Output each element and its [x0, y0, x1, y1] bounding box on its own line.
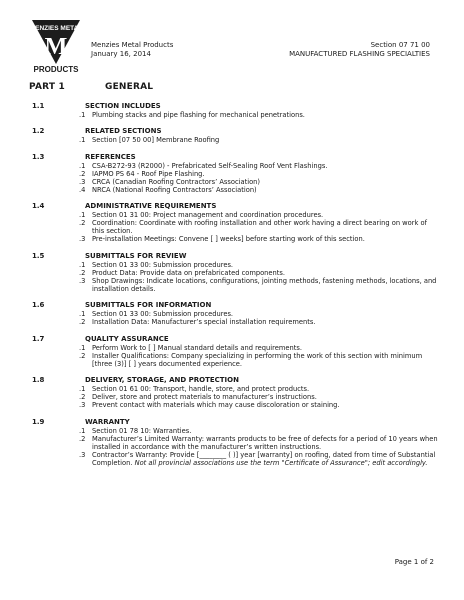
- logo-text-bottom: PRODUCTS: [33, 65, 79, 74]
- list-item: [29, 451, 439, 467]
- item-number: .1: [79, 310, 86, 319]
- section-title: DELIVERY, STORAGE, AND PROTECTION: [85, 376, 239, 385]
- item-text: Prevent contact with materials which may cause discoloration or staining.: [92, 401, 340, 410]
- item-text: Section 01 33 00: Submission procedures.: [92, 260, 234, 269]
- section-block: [29, 202, 439, 243]
- item-text: Section [07 50 00] Membrane Roofing: [92, 136, 220, 145]
- section-number: 1.6: [32, 301, 45, 310]
- section-block: [29, 127, 439, 144]
- section-title: QUALITY ASSURANCE: [85, 334, 169, 343]
- section-heading: [29, 418, 439, 427]
- list-item: [29, 393, 439, 401]
- section-block: [29, 102, 439, 119]
- section-number: 1.5: [32, 251, 45, 260]
- item-number: .2: [79, 393, 86, 402]
- section-number: 1.8: [32, 376, 45, 385]
- section-number: 1.2: [32, 127, 45, 136]
- list-item: [29, 318, 439, 326]
- list-item: [29, 170, 439, 178]
- item-number: .2: [79, 351, 86, 360]
- list-item: [29, 178, 439, 186]
- item-number: .1: [79, 426, 86, 435]
- section-number: 1.4: [32, 202, 45, 211]
- section-title: SUBMITTALS FOR REVIEW: [85, 251, 187, 260]
- section-heading: [29, 301, 439, 310]
- list-item: [29, 186, 439, 194]
- item-text: Section 01 61 00: Transport, handle, store, and protect products.: [92, 385, 310, 394]
- item-number: .3: [79, 401, 86, 410]
- list-item: [29, 310, 439, 318]
- part-number: PART 1: [29, 82, 65, 92]
- section-title: WARRANTY: [85, 417, 130, 426]
- item-text: Perform Work to [ ] Manual standard details and requirements.: [92, 343, 302, 352]
- header-right: [289, 41, 430, 58]
- section-title: ADMINISTRATIVE REQUIREMENTS: [85, 202, 217, 211]
- section-number: 1.1: [32, 102, 45, 110]
- list-item: [29, 211, 439, 219]
- list-item: [29, 344, 439, 352]
- item-number: .4: [79, 185, 86, 194]
- section-heading: [29, 127, 439, 136]
- item-text: Contractor’s Warranty: Provide [________ ( )] year [warranty] on roofing, dated from time of Substantial Completion.: [92, 450, 436, 467]
- section-number: 1.3: [32, 152, 45, 161]
- list-item: [29, 136, 439, 144]
- section-block: [29, 301, 439, 326]
- section-heading: [29, 376, 439, 385]
- item-text: Shop Drawings: Indicate locations, configurations, jointing methods, fastening methods, locations, and installation details.: [92, 276, 437, 293]
- item-number: .3: [79, 276, 86, 285]
- item-note: Not all provincial associations use the term "Certificate of Assurance"; edit accordingly.: [134, 458, 428, 467]
- section-heading: [29, 153, 439, 162]
- section-title: RELATED SECTIONS: [85, 127, 162, 136]
- part-title: GENERAL: [105, 82, 154, 92]
- item-number: .1: [79, 161, 86, 170]
- section-heading: [29, 335, 439, 344]
- header-left: [91, 41, 173, 58]
- section-number: 1.9: [32, 417, 45, 426]
- item-number: .1: [79, 136, 86, 145]
- item-text: Manufacturer’s Limited Warranty: warrants products to be free of defects for a period of 10 years when installed in accordance with the manufacturer’s written instructions.: [92, 434, 438, 451]
- logo-letter: M: [44, 34, 68, 60]
- page-number: Page 1 of 2: [394, 558, 434, 566]
- section-block: [29, 418, 439, 467]
- item-number: .2: [79, 434, 86, 443]
- section-block: [29, 376, 439, 409]
- item-text: Deliver, store and protect materials to manufacturer’s instructions.: [92, 393, 317, 402]
- section-heading: [29, 252, 439, 261]
- menzies-logo: [30, 18, 82, 74]
- list-item: [29, 385, 439, 393]
- logo-text-top: MENZIES METAL: [30, 25, 82, 32]
- item-text: IAPMO PS 64 - Roof Pipe Flashing.: [92, 169, 205, 178]
- item-number: .3: [79, 450, 86, 459]
- document-date: January 16, 2014: [91, 49, 151, 58]
- item-number: .3: [79, 235, 86, 244]
- section-title: SECTION INCLUDES: [85, 102, 161, 110]
- item-number: .1: [79, 211, 86, 220]
- list-item: [29, 435, 439, 451]
- item-text: NRCA (National Roofing Contractors’ Association): [92, 185, 257, 194]
- item-text: CSA-B272-93 (R2000) - Prefabricated Self-Sealing Roof Vent Flashings.: [92, 161, 328, 170]
- item-number: .1: [79, 111, 86, 119]
- item-number: .2: [79, 318, 86, 327]
- list-item: [29, 352, 439, 368]
- item-text: Section 01 31 00: Project management and coordination procedures.: [92, 211, 324, 220]
- item-number: .2: [79, 219, 86, 228]
- list-item: [29, 277, 439, 293]
- item-text: Pre-installation Meetings: Convene [ ] weeks] before starting work of this section.: [92, 235, 365, 244]
- item-text: Section 01 78 10: Warranties.: [92, 426, 192, 435]
- item-text: Plumbing stacks and pipe flashing for mechanical penetrations.: [92, 111, 305, 119]
- item-number: .1: [79, 343, 86, 352]
- company-name: Menzies Metal Products: [91, 41, 174, 49]
- section-title: REFERENCES: [85, 152, 136, 161]
- item-number: .3: [79, 177, 86, 186]
- part-heading: [29, 82, 154, 92]
- section-block: [29, 252, 439, 293]
- list-item: [29, 111, 439, 119]
- list-item: [29, 401, 439, 409]
- list-item: [29, 261, 439, 269]
- list-item: [29, 162, 439, 170]
- section-number: Section 07 71 00: [370, 41, 430, 49]
- item-text: Installation Data: Manufacturer’s special installation requirements.: [92, 318, 316, 327]
- section-title: SUBMITTALS FOR INFORMATION: [85, 301, 212, 310]
- section-heading: [29, 102, 439, 111]
- list-item: [29, 235, 439, 243]
- item-text: Installer Qualifications: Company specializing in performing the work of this section with minimum [three (3)] [ ] years documented experience.: [92, 351, 423, 368]
- list-item: [29, 219, 439, 235]
- list-item: [29, 427, 439, 435]
- sections-list: [29, 102, 439, 475]
- section-block: [29, 153, 439, 194]
- item-text: CRCA (Canadian Roofing Contractors’ Association): [92, 177, 261, 186]
- item-number: .1: [79, 385, 86, 394]
- section-title: MANUFACTURED FLASHING SPECIALTIES: [289, 49, 430, 58]
- item-text: Product Data: Provide data on prefabricated components.: [92, 268, 286, 277]
- item-number: .2: [79, 268, 86, 277]
- list-item: [29, 269, 439, 277]
- section-number: 1.7: [32, 334, 45, 343]
- section-heading: [29, 202, 439, 211]
- item-text: Section 01 33 00: Submission procedures.: [92, 310, 234, 319]
- item-number: .1: [79, 260, 86, 269]
- section-block: [29, 335, 439, 368]
- item-text: Coordination: Coordinate with roofing installation and other work having a direct bearing on work of this section.: [92, 219, 427, 236]
- item-number: .2: [79, 169, 86, 178]
